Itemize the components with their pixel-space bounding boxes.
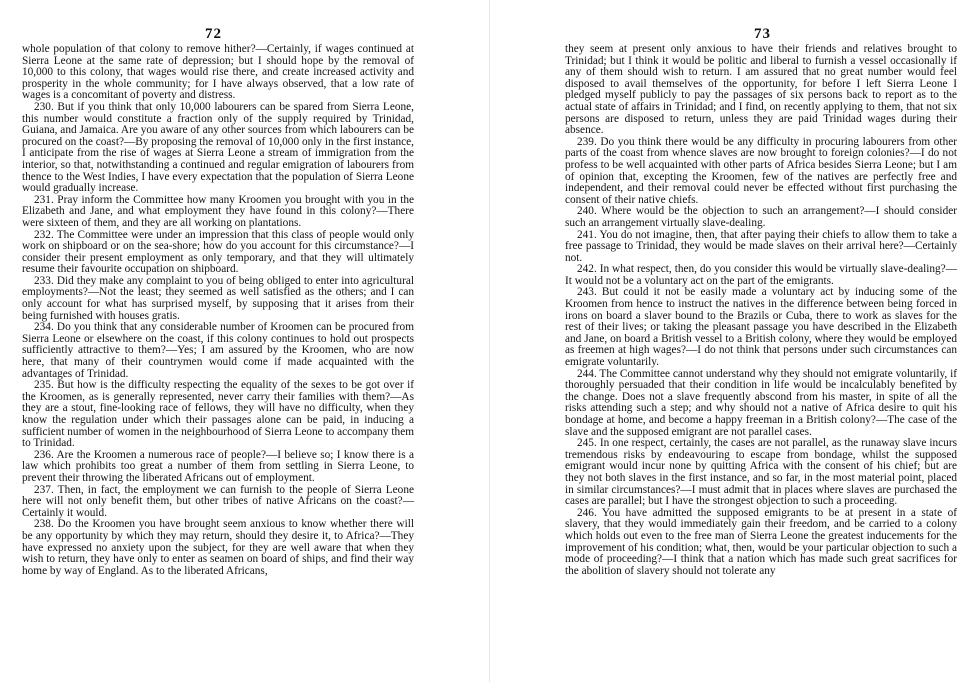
paragraph: 233. Did they make any complaint to you of being obliged to enter into agricultural employments?—Not the least; they seemed as well satisfied as the others; and I can only account for what has surprised myself, by supposing that it arises from their being furnished with houses gratis. (22, 274, 414, 322)
paragraph: 237. Then, in fact, the employment we can furnish to the people of Sierra Leone here will not only benefit them, but other tribes of native Africans on the coast?—Certainly it would. (22, 483, 414, 519)
paragraph: 238. Do the Kroomen you have brought seem anxious to know whether there will be any opportunity by which they may return, should they desire it, to Africa?—They have expressed no anxiety upon the subject, for they are well aware that when they wish to return, they have only to enter as seamen on board of ships, and find their way home by way of England. As to the liberated Africans, (22, 518, 414, 577)
paragraph: 230. But if you think that only 10,000 labourers can be spared from Sierra Leone, this number would constitute a fraction only of the supply required by Trinidad, Guiana, and Jamaica. Are you aware of any other sources from which labourers can be procured on the coast?—By proposing the removal of 10,000 only in the first instance, I anticipate from the rise of wages at Sierra Leone a stream of immigration from the interior, so that, notwithstanding a continued and regular emigration of labourers from thence to the West Indies, I have every expectation that the population of Sierra Leone would gradually increase. (22, 100, 414, 195)
paragraph: 232. The Committee were under an impression that this class of people would only work on shipboard or on the sea-shore; how do you account for this circumstance?—I consider their present employment as only temporary, and that they will ultimately resume their favourite occupation on shipboard. (22, 228, 414, 276)
page-text (565, 44, 957, 577)
paragraph: whole population of that colony to remove hither?—Certainly, if wages continued at Sierra Leone at the same rate of depression; but I should hope by the removal of 10,000 to this colony, that wages would rise there, and create increased activity and prosperity in the whole community; for I have always observed, that a low rate of wages is a concomitant of poverty and distress. (22, 43, 414, 102)
paragraph: 236. Are the Kroomen a numerous race of people?—I believe so; I know there is a law which prohibits too great a number of them from settling in Sierra Leone, to prevent their throwing the liberated Africans out of employment. (22, 448, 414, 484)
paragraph: 239. Do you think there would be any difficulty in procuring labourers from other parts of the coast from whence slaves are now brought to foreign colonies?—I do not profess to be well acquainted with other parts of Africa besides Sierra Leone; but I am of opinion that, excepting the Kroomen, few of the natives are perfectly free and independent, and their removal could never be effected without first purchasing the consent of their native chiefs. (565, 135, 957, 206)
paragraph: they seem at present only anxious to have their friends and relatives brought to Trinidad; but I think it would be politic and liberal to furnish a vessel occasionally if any of them should wish to return. I am assured that no great number would feel disposed to avail themselves of the opportunity, for before I left Sierra Leone I pledged myself publicly to pay the passages of six persons back to report as to the actual state of affairs in Trinidad; and I find, on recently applying to them, that not six persons are disposed to return, unless they are paid Trinidad wages during their absence. (565, 43, 957, 137)
paragraph: 235. But how is the difficulty respecting the equality of the sexes to be got over if the Kroomen, as is generally represented, never carry their families with them?—As they are a stout, fine-looking race of fellows, they will have no difficulty, when they know the regulation under which their passages alone can be paid, in inducing a sufficient number of women in the neighbourhood of Sierra Leone to accompany them to Trinidad. (22, 379, 414, 450)
paragraph: 244. The Committee cannot understand why they should not emigrate voluntarily, if thoroughly persuaded that their condition in life would be incalculably benefited by the change. Does not a slave frequently abscond from his master, in spite of all the risks attending such a step; and why should not a native of Africa desire to quit his bondage at home, and become a happy freeman in a British colony?—The case of the slave and the supposed emigrant are not parallel cases. (565, 367, 957, 438)
page-number: 73 (754, 26, 771, 42)
paragraph: 240. Where would be the objection to such an arrangement?—I should consider such an arrangement virtually slave-dealing. (565, 205, 957, 229)
right-page (490, 0, 980, 682)
paragraph: 245. In one respect, certainly, the cases are not parallel, as the runaway slave incurs tremendous risks by endeavouring to escape from bondage, whilst the supposed emigrant would incur none by quitting Africa with the consent of his chief; but are they not both slaves in the first instance, and so far, in the most material point, placed in similar circumstances?—I must admit that in places where slaves are purchased the cases are parallel; but I have the strongest objection to such a proceeding. (565, 437, 957, 508)
page-text (22, 44, 414, 577)
page-number: 72 (205, 26, 222, 42)
paragraph: 246. You have admitted the supposed emigrants to be at present in a state of slavery, that they would immediately gain their freedom, and be carried to a colony which holds out even to the free man of Sierra Leone the greatest inducements for the improvement of his condition; what, then, would be your particular objection to such a mode of proceeding?—I think that a nation which has made such great sacrifices for the abolition of slavery should not tolerate any (565, 506, 957, 577)
paragraph: 243. But could it not be easily made a voluntary act by inducing some of the Kroomen from hence to instruct the natives in the difference between being forced in irons on board a slaver bound to the Brazils or Cuba, there to work as slaves for the rest of their lives; or taking the pleasant passage you have described in the Elizabeth and Jane, on board a British vessel to a British colony, where they would be employed as freemen at high wages?—I do not think that persons under such circumstances can emigrate voluntarily. (565, 286, 957, 369)
paragraph: 231. Pray inform the Committee how many Kroomen you brought with you in the Elizabeth and Jane, and what employment they have found in this colony?—There were sixteen of them, and they are all working on plantations. (22, 193, 414, 229)
paragraph: 241. You do not imagine, then, that after paying their chiefs to allow them to take a free passage to Trinidad, they would be made slaves on their arrival here?—Certainly not. (565, 228, 957, 264)
paragraph: 242. In what respect, then, do you consider this would be virtually slave-dealing?—It would not be a voluntary act on the part of the emigrants. (565, 263, 957, 287)
paragraph: 234. Do you think that any considerable number of Kroomen can be procured from Sierra Leone or elsewhere on the coast, if this colony continues to hold out prospects sufficiently attractive to them?—Yes; I am assured by the Kroomen, who are now here, that many of their countrymen would come if made acquainted with the advantages of Trinidad. (22, 321, 414, 380)
